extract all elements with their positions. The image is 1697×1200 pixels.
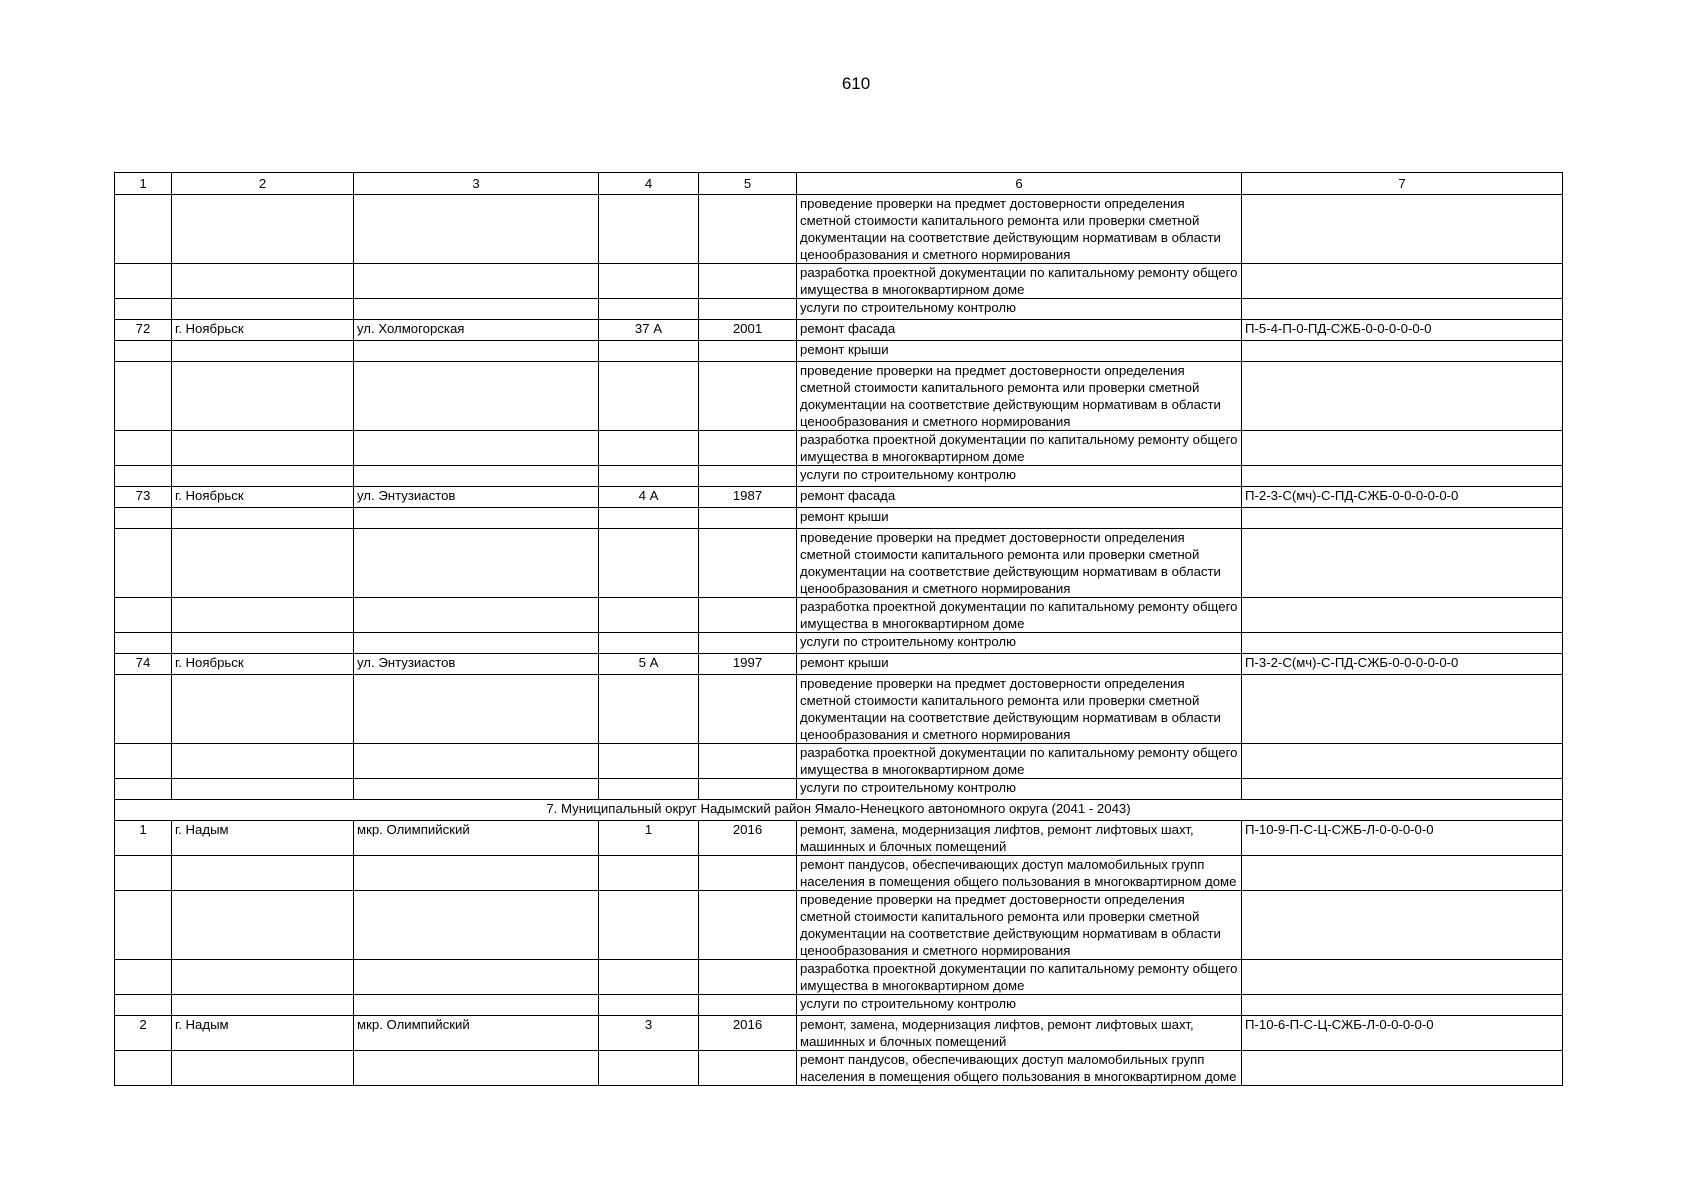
city-cell	[172, 508, 354, 529]
street-cell	[354, 960, 599, 995]
year-built-cell	[699, 779, 797, 800]
table-row	[115, 529, 1563, 598]
street-cell	[354, 508, 599, 529]
house-number-cell	[599, 508, 699, 529]
row-number: 73	[115, 487, 172, 508]
work-type-cell: разработка проектной документации по капитальному ремонту общего имущества в многоквартирном доме	[797, 744, 1242, 779]
building-code-cell: П-10-9-П-С-Ц-СЖБ-Л-0-0-0-0-0	[1242, 821, 1563, 856]
work-type-cell: проведение проверки на предмет достоверности определения сметной стоимости капитального ремонта или проверки сметной документации на соответствие действующим нормативам в области ценообразования и сметного нормирования	[797, 891, 1242, 960]
city-cell	[172, 362, 354, 431]
row-number	[115, 362, 172, 431]
year-built-cell	[699, 264, 797, 299]
column-header: 2	[172, 173, 354, 195]
building-code-cell	[1242, 675, 1563, 744]
building-code-cell	[1242, 341, 1563, 362]
year-built-cell: 2016	[699, 821, 797, 856]
street-cell: ул. Энтузиастов	[354, 654, 599, 675]
repair-program-table	[114, 172, 1563, 1086]
work-type-cell: проведение проверки на предмет достоверности определения сметной стоимости капитального ремонта или проверки сметной документации на соответствие действующим нормативам в области ценообразования и сметного нормирования	[797, 362, 1242, 431]
work-type-cell: услуги по строительному контролю	[797, 779, 1242, 800]
table-row	[115, 1051, 1563, 1086]
street-cell	[354, 195, 599, 264]
house-number-cell	[599, 960, 699, 995]
building-code-cell: П-10-6-П-С-Ц-СЖБ-Л-0-0-0-0-0	[1242, 1016, 1563, 1051]
table-row	[115, 264, 1563, 299]
house-number-cell	[599, 633, 699, 654]
work-type-cell: ремонт пандусов, обеспечивающих доступ маломобильных групп населения в помещения общего пользования в многоквартирном доме	[797, 856, 1242, 891]
city-cell	[172, 341, 354, 362]
house-number-cell: 1	[599, 821, 699, 856]
city-cell	[172, 431, 354, 466]
table-row	[115, 362, 1563, 431]
row-number: 1	[115, 821, 172, 856]
city-cell: г. Ноябрьск	[172, 654, 354, 675]
house-number-cell	[599, 744, 699, 779]
street-cell	[354, 529, 599, 598]
year-built-cell: 1997	[699, 654, 797, 675]
year-built-cell	[699, 1051, 797, 1086]
street-cell	[354, 744, 599, 779]
street-cell	[354, 1051, 599, 1086]
year-built-cell	[699, 598, 797, 633]
city-cell	[172, 779, 354, 800]
row-number	[115, 960, 172, 995]
table-row	[115, 633, 1563, 654]
house-number-cell: 4 А	[599, 487, 699, 508]
house-number-cell	[599, 431, 699, 466]
house-number-cell	[599, 195, 699, 264]
building-code-cell	[1242, 856, 1563, 891]
work-type-cell: ремонт, замена, модернизация лифтов, ремонт лифтовых шахт, машинных и блочных помещений	[797, 1016, 1242, 1051]
section-title: 7. Муниципальный округ Надымский район Ямало-Ненецкого автономного округа (2041 - 2043)	[115, 800, 1563, 821]
street-cell	[354, 431, 599, 466]
column-header: 6	[797, 173, 1242, 195]
work-type-cell: разработка проектной документации по капитальному ремонту общего имущества в многоквартирном доме	[797, 960, 1242, 995]
row-number	[115, 508, 172, 529]
street-cell	[354, 675, 599, 744]
row-number	[115, 431, 172, 466]
house-number-cell	[599, 995, 699, 1016]
building-code-cell	[1242, 466, 1563, 487]
building-code-cell	[1242, 362, 1563, 431]
house-number-cell	[599, 779, 699, 800]
row-number: 2	[115, 1016, 172, 1051]
table-row	[115, 195, 1563, 264]
house-number-cell	[599, 299, 699, 320]
street-cell	[354, 856, 599, 891]
house-number-cell	[599, 891, 699, 960]
work-type-cell: ремонт, замена, модернизация лифтов, ремонт лифтовых шахт, машинных и блочных помещений	[797, 821, 1242, 856]
work-type-cell: разработка проектной документации по капитальному ремонту общего имущества в многоквартирном доме	[797, 264, 1242, 299]
building-code-cell: П-5-4-П-0-ПД-СЖБ-0-0-0-0-0-0	[1242, 320, 1563, 341]
table-body	[115, 195, 1563, 1086]
city-cell	[172, 299, 354, 320]
row-number	[115, 856, 172, 891]
city-cell	[172, 195, 354, 264]
work-type-cell: ремонт фасада	[797, 320, 1242, 341]
row-number: 72	[115, 320, 172, 341]
row-number	[115, 264, 172, 299]
table-row	[115, 856, 1563, 891]
column-header: 7	[1242, 173, 1563, 195]
year-built-cell	[699, 362, 797, 431]
building-code-cell	[1242, 633, 1563, 654]
work-type-cell: ремонт пандусов, обеспечивающих доступ маломобильных групп населения в помещения общего пользования в многоквартирном доме	[797, 1051, 1242, 1086]
city-cell	[172, 264, 354, 299]
house-number-cell: 37 А	[599, 320, 699, 341]
year-built-cell	[699, 856, 797, 891]
building-code-cell: П-2-3-С(мч)-С-ПД-СЖБ-0-0-0-0-0-0	[1242, 487, 1563, 508]
table-row	[115, 779, 1563, 800]
row-number	[115, 341, 172, 362]
year-built-cell	[699, 431, 797, 466]
building-code-cell: П-3-2-С(мч)-С-ПД-СЖБ-0-0-0-0-0-0	[1242, 654, 1563, 675]
house-number-cell	[599, 856, 699, 891]
house-number-cell	[599, 264, 699, 299]
street-cell	[354, 362, 599, 431]
city-cell: г. Надым	[172, 1016, 354, 1051]
work-type-cell: ремонт крыши	[797, 654, 1242, 675]
work-type-cell: разработка проектной документации по капитальному ремонту общего имущества в многоквартирном доме	[797, 431, 1242, 466]
year-built-cell	[699, 891, 797, 960]
table-row	[115, 598, 1563, 633]
page-number: 610	[841, 74, 871, 93]
work-type-cell: ремонт крыши	[797, 508, 1242, 529]
city-cell: г. Надым	[172, 821, 354, 856]
house-number-cell: 3	[599, 1016, 699, 1051]
street-cell	[354, 779, 599, 800]
table-row	[115, 821, 1563, 856]
work-type-cell: услуги по строительному контролю	[797, 466, 1242, 487]
table-row	[115, 1016, 1563, 1051]
row-number	[115, 633, 172, 654]
building-code-cell	[1242, 195, 1563, 264]
row-number: 74	[115, 654, 172, 675]
table-row	[115, 654, 1563, 675]
table-row	[115, 675, 1563, 744]
street-cell: ул. Холмогорская	[354, 320, 599, 341]
column-header: 5	[699, 173, 797, 195]
year-built-cell: 1987	[699, 487, 797, 508]
table-row	[115, 891, 1563, 960]
column-header: 4	[599, 173, 699, 195]
city-cell: г. Ноябрьск	[172, 320, 354, 341]
row-number	[115, 995, 172, 1016]
house-number-cell	[599, 675, 699, 744]
row-number	[115, 744, 172, 779]
table-row	[115, 508, 1563, 529]
table-header	[115, 173, 1563, 195]
city-cell	[172, 675, 354, 744]
city-cell	[172, 995, 354, 1016]
city-cell	[172, 1051, 354, 1086]
work-type-cell: услуги по строительному контролю	[797, 995, 1242, 1016]
table-row	[115, 341, 1563, 362]
work-type-cell: услуги по строительному контролю	[797, 299, 1242, 320]
street-cell	[354, 891, 599, 960]
city-cell	[172, 960, 354, 995]
building-code-cell	[1242, 508, 1563, 529]
city-cell	[172, 744, 354, 779]
city-cell	[172, 598, 354, 633]
building-code-cell	[1242, 960, 1563, 995]
table-row	[115, 299, 1563, 320]
street-cell	[354, 264, 599, 299]
row-number	[115, 675, 172, 744]
column-header: 3	[354, 173, 599, 195]
city-cell: г. Ноябрьск	[172, 487, 354, 508]
table-row	[115, 995, 1563, 1016]
building-code-cell	[1242, 431, 1563, 466]
street-cell	[354, 466, 599, 487]
street-cell	[354, 299, 599, 320]
street-cell	[354, 995, 599, 1016]
year-built-cell	[699, 508, 797, 529]
work-type-cell: проведение проверки на предмет достоверности определения сметной стоимости капитального ремонта или проверки сметной документации на соответствие действующим нормативам в области ценообразования и сметного нормирования	[797, 529, 1242, 598]
work-type-cell: проведение проверки на предмет достоверности определения сметной стоимости капитального ремонта или проверки сметной документации на соответствие действующим нормативам в области ценообразования и сметного нормирования	[797, 675, 1242, 744]
work-type-cell: ремонт фасада	[797, 487, 1242, 508]
year-built-cell	[699, 466, 797, 487]
building-code-cell	[1242, 529, 1563, 598]
table-row	[115, 487, 1563, 508]
row-number	[115, 891, 172, 960]
table-row	[115, 431, 1563, 466]
year-built-cell: 2016	[699, 1016, 797, 1051]
row-number	[115, 598, 172, 633]
column-header: 1	[115, 173, 172, 195]
street-cell	[354, 598, 599, 633]
building-code-cell	[1242, 744, 1563, 779]
year-built-cell	[699, 995, 797, 1016]
year-built-cell	[699, 633, 797, 654]
city-cell	[172, 856, 354, 891]
building-code-cell	[1242, 995, 1563, 1016]
year-built-cell	[699, 195, 797, 264]
row-number	[115, 779, 172, 800]
street-cell: мкр. Олимпийский	[354, 1016, 599, 1051]
street-cell	[354, 341, 599, 362]
street-cell: ул. Энтузиастов	[354, 487, 599, 508]
table-row	[115, 320, 1563, 341]
city-cell	[172, 529, 354, 598]
house-number-cell	[599, 529, 699, 598]
city-cell	[172, 633, 354, 654]
year-built-cell: 2001	[699, 320, 797, 341]
house-number-cell	[599, 466, 699, 487]
building-code-cell	[1242, 779, 1563, 800]
table-row	[115, 744, 1563, 779]
house-number-cell	[599, 1051, 699, 1086]
row-number	[115, 466, 172, 487]
building-code-cell	[1242, 598, 1563, 633]
city-cell	[172, 891, 354, 960]
work-type-cell: разработка проектной документации по капитальному ремонту общего имущества в многоквартирном доме	[797, 598, 1242, 633]
table-row	[115, 466, 1563, 487]
house-number-cell: 5 А	[599, 654, 699, 675]
house-number-cell	[599, 362, 699, 431]
building-code-cell	[1242, 264, 1563, 299]
row-number	[115, 299, 172, 320]
year-built-cell	[699, 341, 797, 362]
house-number-cell	[599, 341, 699, 362]
building-code-cell	[1242, 891, 1563, 960]
year-built-cell	[699, 744, 797, 779]
building-code-cell	[1242, 1051, 1563, 1086]
building-code-cell	[1242, 299, 1563, 320]
year-built-cell	[699, 675, 797, 744]
year-built-cell	[699, 529, 797, 598]
work-type-cell: услуги по строительному контролю	[797, 633, 1242, 654]
row-number	[115, 1051, 172, 1086]
street-cell	[354, 633, 599, 654]
row-number	[115, 195, 172, 264]
section-row	[115, 800, 1563, 821]
street-cell: мкр. Олимпийский	[354, 821, 599, 856]
city-cell	[172, 466, 354, 487]
house-number-cell	[599, 598, 699, 633]
column-number-row	[115, 173, 1563, 195]
year-built-cell	[699, 960, 797, 995]
row-number	[115, 529, 172, 598]
year-built-cell	[699, 299, 797, 320]
work-type-cell: проведение проверки на предмет достоверности определения сметной стоимости капитального ремонта или проверки сметной документации на соответствие действующим нормативам в области ценообразования и сметного нормирования	[797, 195, 1242, 264]
work-type-cell: ремонт крыши	[797, 341, 1242, 362]
table-row	[115, 960, 1563, 995]
